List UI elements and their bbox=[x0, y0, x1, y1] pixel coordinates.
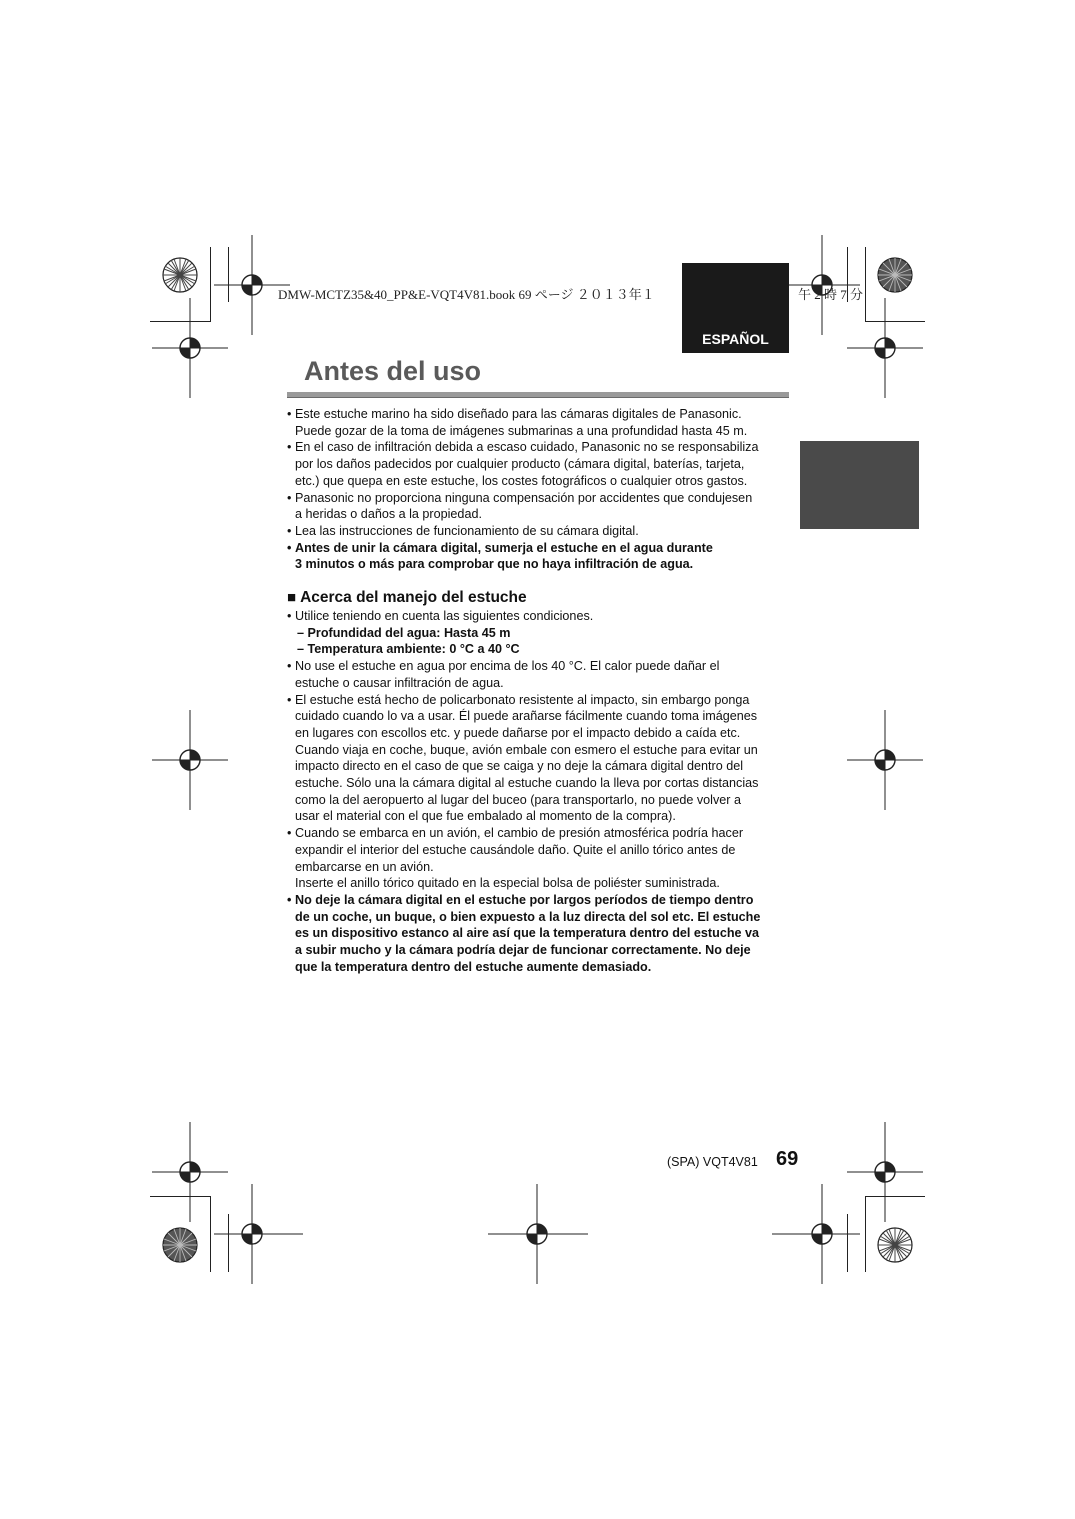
file-info: DMW-MCTZ35&40_PP&E-VQT4V81.book 69 ページ ２０１３年１ bbox=[278, 287, 655, 302]
square-bullet-icon: ■ bbox=[287, 589, 297, 607]
main-content bbox=[287, 406, 789, 976]
intro-list bbox=[287, 406, 789, 573]
section-heading: ■ Acerca del manejo del estuche bbox=[287, 589, 527, 607]
model-code: (SPA) VQT4V81 bbox=[667, 1155, 758, 1169]
list-item: • Utilice teniendo en cuenta las siguientes condiciones. bbox=[287, 608, 789, 625]
page-number: 69 bbox=[776, 1148, 799, 1170]
list-item-warning: • No deje la cámara digital en el estuche por largos períodos de tiempo dentro de un coche, un buque, o bien expuesto a la luz directa del sol etc. El estuche es un dispositivo estanco al aire así que la temperatura dentro del estuche va a subir mucho y la cámara podría dejar de funcionar correctamente. No deje que la temperatura dentro del estuche aumente demasiado. bbox=[287, 892, 789, 976]
list-item: • Cuando se embarca en un avión, el cambio de presión atmosférica podría hacer expandir el interior del estuche causándole daño. Quite el anillo tórico antes de embarcarse en un avión. Inserte el anillo tórico quitado en la especial bolsa de poliéster suministrada. bbox=[287, 825, 789, 892]
language-label: ESPAÑOL bbox=[702, 331, 769, 347]
condition-depth: – Profundidad del agua: Hasta 45 m bbox=[297, 625, 511, 640]
section-list-2 bbox=[287, 658, 789, 975]
list-item: • En el caso de infiltración debida a escaso cuidado, Panasonic no se responsabiliza por los daños padecidos por cualquier producto (cámara digital, baterías, tarjeta, etc.) que quepa en este estuche, los costes fotográficos o cualquier otros gastos. bbox=[287, 439, 789, 489]
list-item: • Este estuche marino ha sido diseñado para las cámaras digitales de Panasonic. Puede gozar de la toma de imágenes submarinas a una profundidad hasta 45 m. bbox=[287, 406, 789, 439]
list-item: • Lea las instrucciones de funcionamiento de su cámara digital. bbox=[287, 523, 789, 540]
section-list bbox=[287, 608, 789, 625]
language-tab bbox=[682, 263, 789, 353]
list-item: • Panasonic no proporciona ninguna compensación por accidentes que condujesen a heridas o daños a la propiedad. bbox=[287, 490, 789, 523]
list-item: • No use el estuche en agua por encima de los 40 °C. El calor puede dañar el estuche o causar infiltración de agua. bbox=[287, 658, 789, 691]
page-title: Antes del uso bbox=[304, 356, 482, 386]
side-index-tab bbox=[800, 441, 919, 529]
title-rule bbox=[287, 392, 789, 398]
list-item-warning: • Antes de unir la cámara digital, sumerja el estuche en el agua durante 3 minutos o más para comprobar que no haya infiltración de agua. bbox=[287, 540, 789, 573]
list-item: • El estuche está hecho de policarbonato resistente al impacto, sin embargo ponga cuidado cuando lo va a usar. Él puede arañarse fácilmente cuando toma imágenes en lugares con escollos etc. y puede dañarse por el impacto debido a caída etc. Cuando viaja en coche, buque, avión embale con esmero el estuche para evitar un impacto directo en el caso de que se caiga y no deje la cámara digital dentro del estuche. Sólo una la cámara digital al estuche cuando la lleva por cortas distancias como la del aeropuerto al lugar del buceo (para transportarlo, no puede volver a usar el material con el que fue embalado al momento de la compra). bbox=[287, 692, 789, 826]
condition-temperature: – Temperatura ambiente: 0 °C a 40 °C bbox=[297, 642, 520, 657]
file-info-time: 午 2 時 7 分 bbox=[798, 287, 864, 302]
